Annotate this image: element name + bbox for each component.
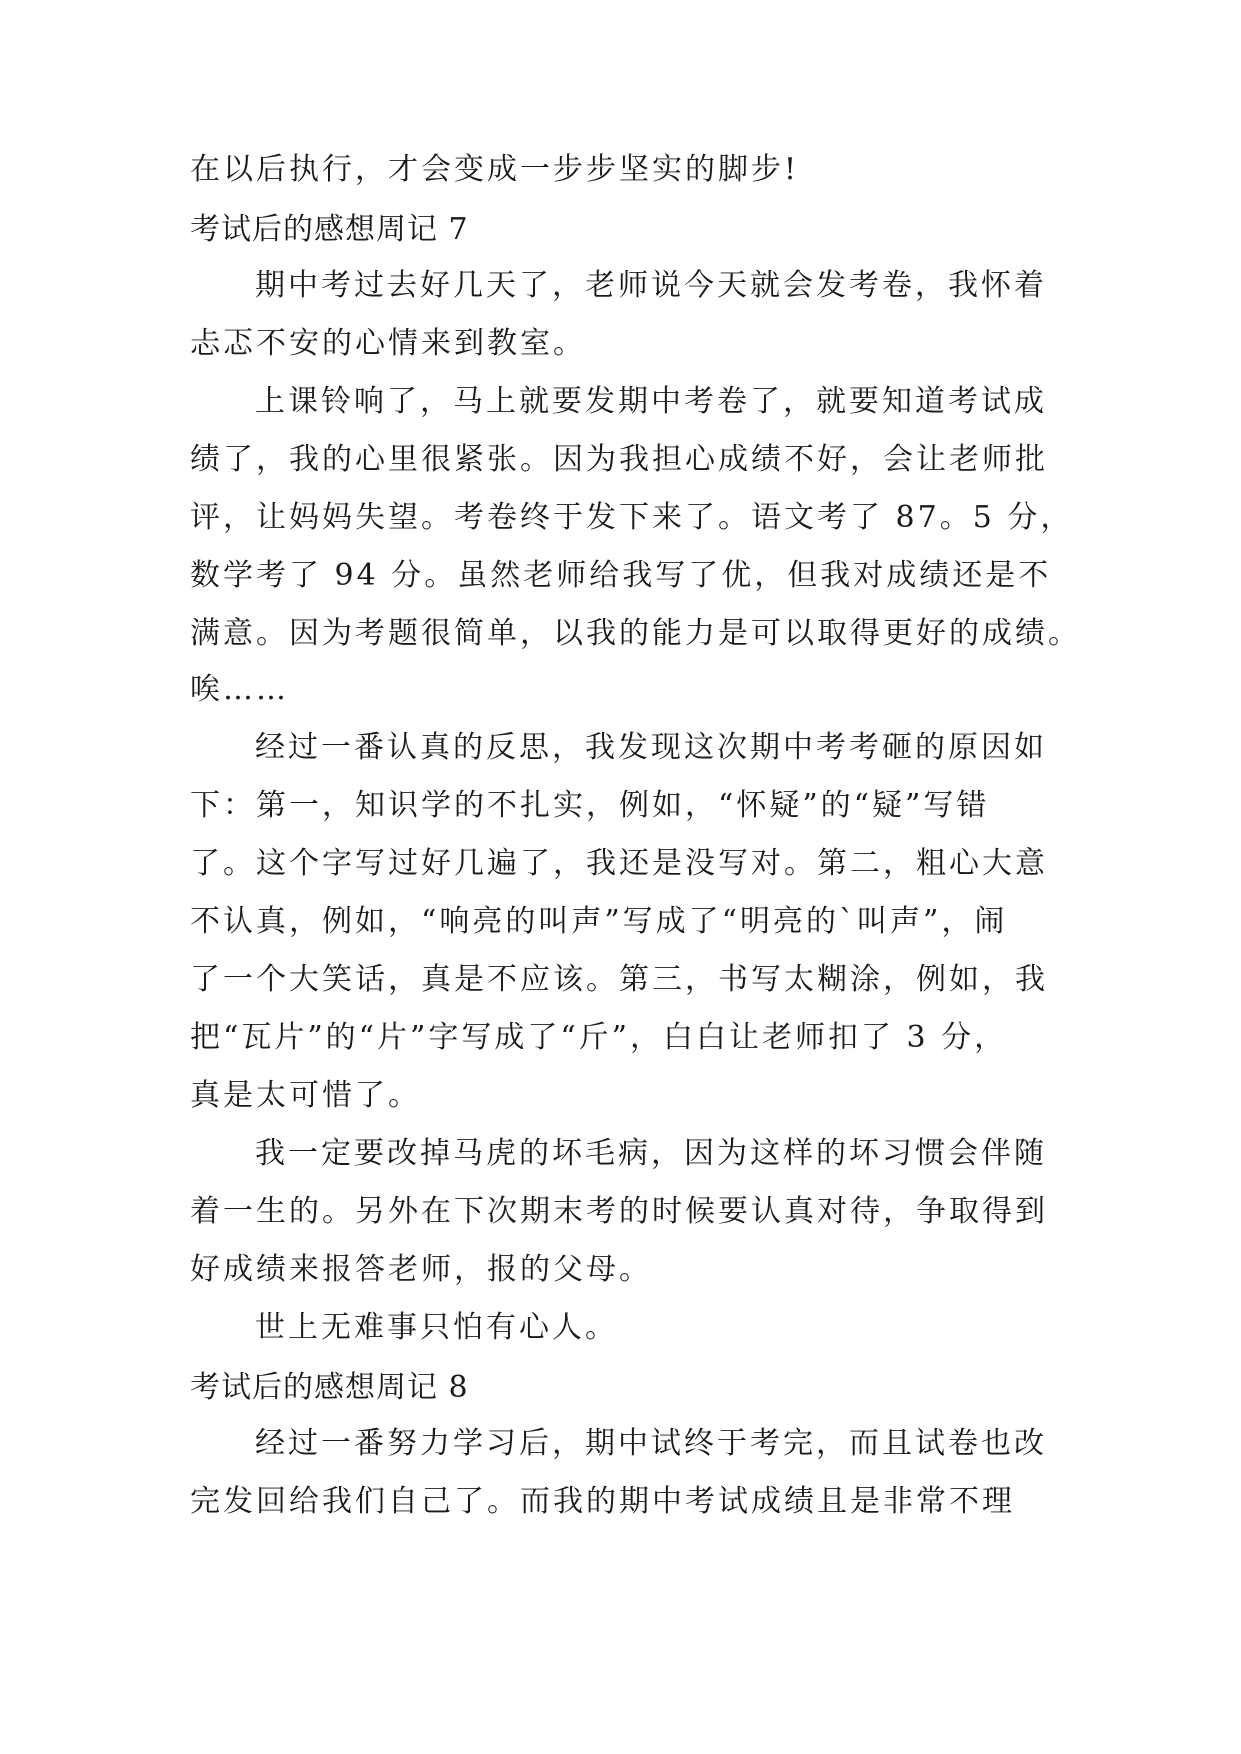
text-line: 评，让妈妈失望。考卷终于发下来了。语文考了 87。5 分， [190, 500, 1074, 535]
text-line: 把“瓦片”的“片”字写成了“斤”，白白让老师扣了 3 分， [190, 1020, 1008, 1055]
text-line: 满意。因为考题很简单，以我的能力是可以取得更好的成绩。 [190, 616, 1081, 651]
text-line: 不认真，例如，“响亮的叫声”写成了“明亮的`叫声”，闹 [190, 904, 1008, 939]
text-line: 数学考了 94 分。虽然老师给我写了优，但我对成绩还是不 [190, 558, 1052, 593]
text-line: 了。这个字写过好几遍了，我还是没写对。第二，粗心大意 [190, 846, 1048, 881]
text-line: 经过一番认真的反思，我发现这次期中考考砸的原因如 [255, 730, 1047, 765]
text-line: 经过一番努力学习后，期中试终于考完，而且试卷也改 [255, 1426, 1047, 1461]
text-line: 好成绩来报答老师，报的父母。 [190, 1252, 652, 1287]
text-line: 真是太可惜了。 [190, 1078, 421, 1113]
text-line: 忐忑不安的心情来到教室。 [190, 326, 586, 361]
text-line: 上课铃响了，马上就要发期中考卷了，就要知道考试成 [255, 384, 1047, 419]
text-line: 在以后执行，才会变成一步步坚实的脚步! [190, 152, 800, 187]
text-line: 唉…… [190, 672, 289, 707]
text-line: 下：第一，知识学的不扎实，例如，“怀疑”的“疑”写错 [190, 788, 990, 823]
text-line: 世上无难事只怕有心人。 [255, 1310, 618, 1345]
text-line: 完发回给我们自己了。而我的期中考试成绩且是非常不理 [190, 1484, 1015, 1519]
section-heading: 考试后的感想周记 8 [190, 1370, 469, 1405]
text-line: 了一个大笑话，真是不应该。第三，书写太糊涂，例如，我 [190, 962, 1048, 997]
text-line: 着一生的。另外在下次期末考的时候要认真对待，争取得到 [190, 1194, 1048, 1229]
text-line: 期中考过去好几天了，老师说今天就会发考卷，我怀着 [255, 268, 1047, 303]
section-heading: 考试后的感想周记 7 [190, 212, 469, 247]
text-line: 我一定要改掉马虎的坏毛病，因为这样的坏习惯会伴随 [255, 1136, 1047, 1171]
text-line: 绩了，我的心里很紧张。因为我担心成绩不好，会让老师批 [190, 442, 1048, 477]
